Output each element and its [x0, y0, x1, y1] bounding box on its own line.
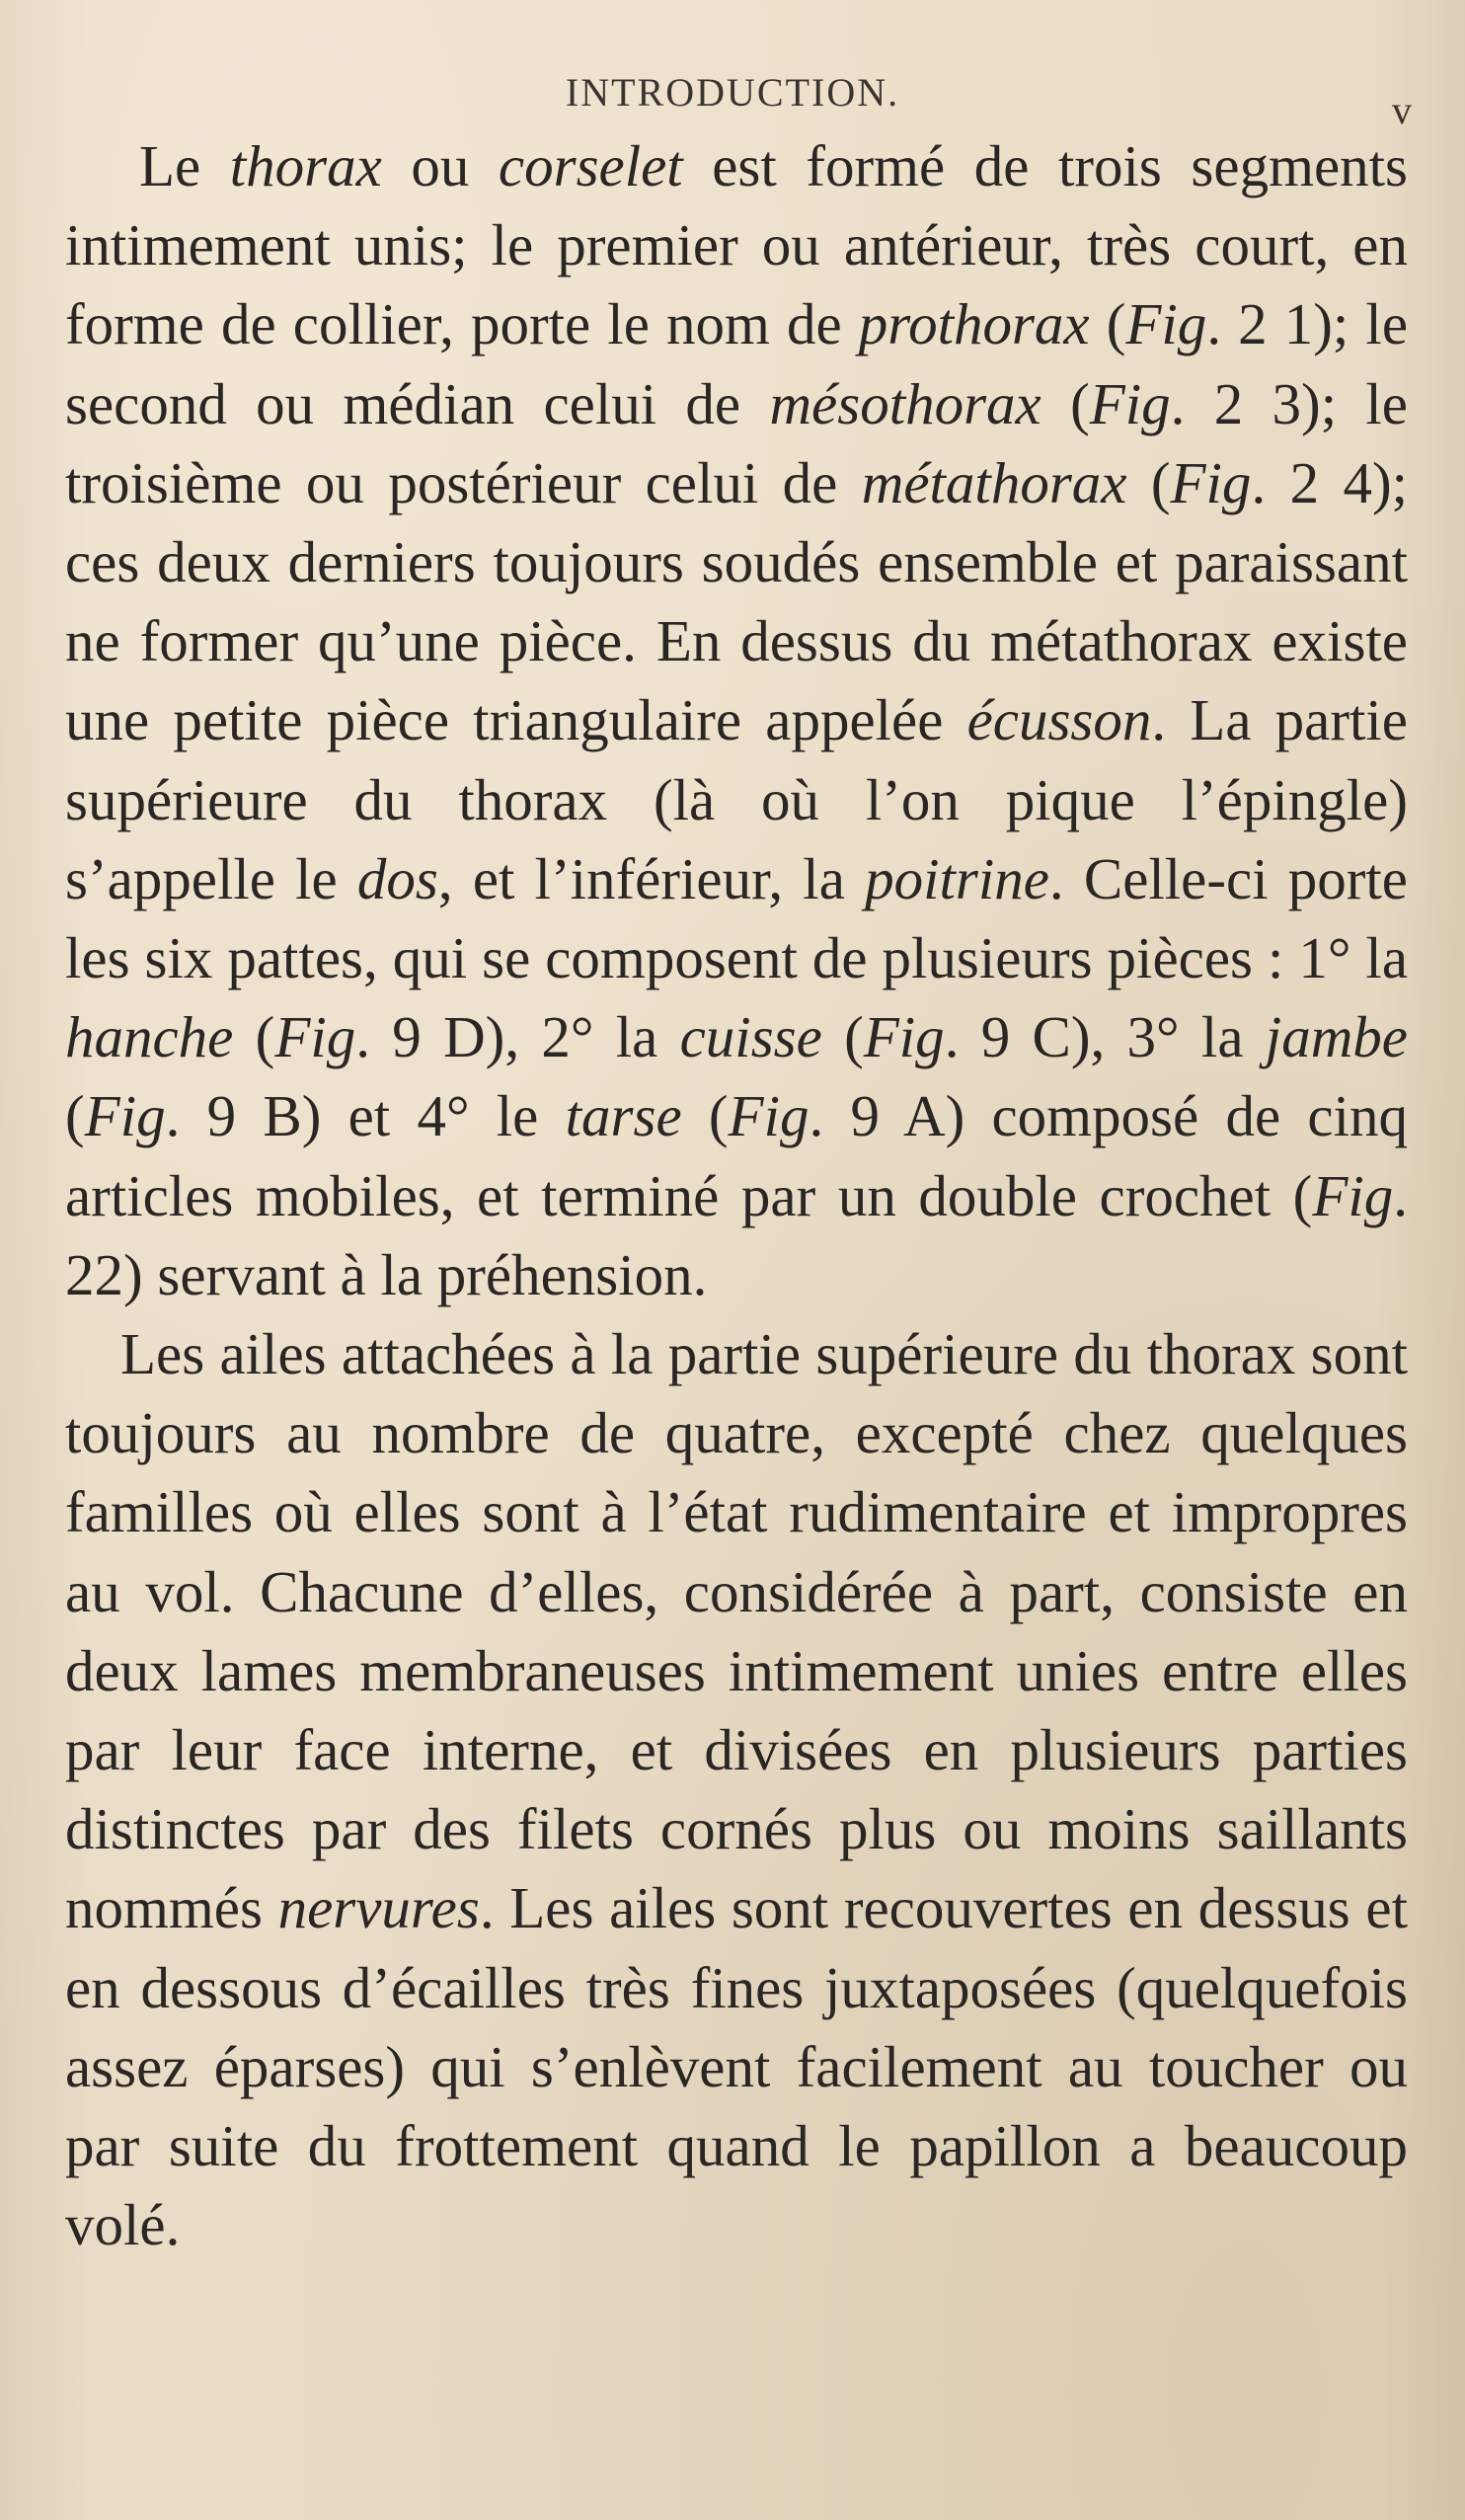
italic-term: poitrine: [865, 845, 1049, 911]
text-run: (: [1041, 370, 1090, 436]
text-run: . Celle-ci porte les six pattes, qui se composent de plusieurs pièces : 1° la: [65, 845, 1408, 991]
text-run: Les ailes attachées à la partie supérieure du thorax sont toujours au nombre de quatre, excepté chez quelques familles où elles sont à l’état rudimentaire et impropres au vol. Chacune d’elles, considérée à part, consiste en deux lames membraneuses intimement unies entre elles par leur face interne, et divisées en plusieurs parties distinctes par des filets cornés plus ou moins saillants nommés: [65, 1321, 1408, 1941]
text-run: . 2 3); le troisième ou postérieur celui de: [65, 370, 1408, 515]
text-run: (: [65, 1083, 85, 1149]
text-run: . 2 4); ces deux derniers toujours soudés ensemble et paraissant ne former qu’une pièce. En dessus du métathorax existe une petite pièce triangulaire appelée: [65, 449, 1408, 753]
italic-term: nervures: [277, 1875, 480, 1941]
figure-ref: Fig: [863, 1004, 945, 1070]
text-run: . 9 B) et 4° le: [165, 1083, 566, 1149]
text-run: . Les ailes sont recouvertes en dessus et en dessous d’écailles très fines juxtaposées (quelquefois assez éparses) qui s’enlèvent facilement au toucher ou par suite du frottement quand le papillon a beaucoup volé.: [65, 1875, 1408, 2258]
italic-term: cuisse: [679, 1004, 822, 1070]
text-run: est formé de trois segments intimement unis; le premier ou antérieur, très court, en forme de collier, porte le nom de: [65, 133, 1408, 357]
figure-ref: Fig: [1312, 1162, 1394, 1228]
figure-ref: Fig: [84, 1083, 166, 1149]
text-run: (: [821, 1004, 864, 1070]
italic-term: jambe: [1265, 1004, 1408, 1070]
paragraph-thorax: [65, 126, 1408, 1314]
text-run: . 22) servant à la préhension.: [65, 1162, 1408, 1307]
text-run: . La partie supérieure du thorax (là où l’on pique l’épingle) s’appelle le: [65, 687, 1408, 911]
text-run: ou: [381, 133, 499, 198]
italic-term: thorax: [229, 133, 382, 198]
italic-term: tarse: [565, 1083, 682, 1149]
figure-ref: Fig: [1170, 449, 1252, 515]
running-title: INTRODUCTION.: [565, 70, 900, 115]
figure-ref: Fig: [1089, 370, 1171, 436]
text-run: , et l’inférieur, la: [437, 845, 866, 911]
italic-term: hanche: [65, 1004, 234, 1070]
page-number: v: [1392, 88, 1412, 132]
text-run: (: [681, 1083, 729, 1149]
italic-term: métathorax: [861, 449, 1127, 515]
italic-term: dos: [356, 845, 438, 911]
text-run: Le: [139, 133, 230, 198]
text-run: (: [1126, 449, 1171, 515]
figure-ref: Fig: [1125, 291, 1207, 357]
figure-ref: Fig: [728, 1083, 810, 1149]
paragraph-wings: [65, 1314, 1408, 2264]
text-run: . 9 C), 3° la: [944, 1004, 1266, 1070]
italic-term: corselet: [498, 133, 683, 198]
text-run: (: [233, 1004, 275, 1070]
italic-term: mésothorax: [769, 370, 1041, 436]
italic-term: écusson: [966, 687, 1152, 753]
text-run: (: [1089, 291, 1126, 357]
text-run: . 2 1); le second ou médian celui de: [65, 291, 1409, 436]
text-run: . 9 A) composé de cinq articles mobiles, et terminé par un double crochet (: [65, 1083, 1408, 1228]
text-run: . 9 D), 2° la: [355, 1004, 680, 1070]
body-text: [65, 126, 1408, 2264]
figure-ref: Fig: [274, 1004, 356, 1070]
italic-term: prothorax: [858, 291, 1090, 357]
